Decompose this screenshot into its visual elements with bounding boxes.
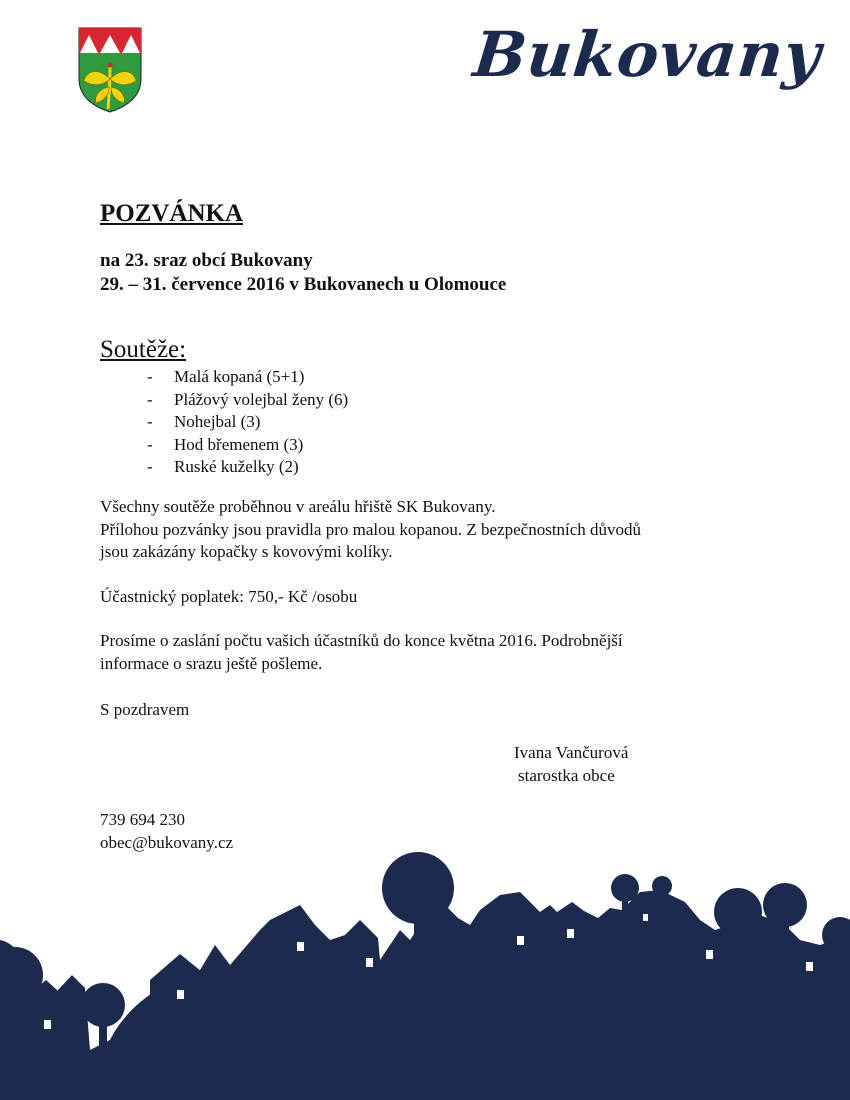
greeting: S pozdravem <box>100 700 190 719</box>
signature-name: Ivana Vančurová <box>514 743 629 762</box>
list-item: - Nohejbal (3) <box>147 411 348 434</box>
paragraph-line: jsou zakázány kopačky s kovovými kolíky. <box>100 542 393 561</box>
venue-rules-paragraph <box>100 496 800 564</box>
paragraph-line: informace o srazu ještě pošleme. <box>100 653 323 673</box>
list-item: - Malá kopaná (5+1) <box>147 366 348 389</box>
list-item: - Plážový volejbal ženy (6) <box>147 389 348 412</box>
list-item: - Hod břemenem (3) <box>147 434 348 457</box>
paragraph-line: Všechny soutěže proběhnou v areálu hřiště SK Bukovany. <box>100 497 496 516</box>
event-dates-location: 29. – 31. července 2016 v Bukovanech u Olomouce <box>100 274 507 295</box>
village-skyline-illustration <box>0 850 850 1100</box>
registration-paragraph <box>100 630 800 675</box>
fee-paragraph: Účastnický poplatek: 750,- Kč /osobu <box>100 587 358 606</box>
invitation-title: POZVÁNKA <box>100 200 244 227</box>
event-subtitle: na 23. sraz obcí Bukovany <box>100 250 313 271</box>
paragraph-line: Prosíme o zaslání počtu vašich účastníků do konce května 2016. Podrobnější <box>100 631 623 650</box>
competitions-list <box>147 366 348 479</box>
signature-role: starostka obce <box>518 766 615 785</box>
coat-of-arms-logo <box>78 27 142 113</box>
list-item: - Ruské kuželky (2) <box>147 456 348 479</box>
competitions-heading: Soutěže: <box>100 336 187 363</box>
contact-email: obec@bukovany.cz <box>100 833 234 852</box>
paragraph-line: Přílohou pozvánky jsou pravidla pro malou kopanou. Z bezpečnostních důvodů <box>100 519 642 539</box>
contact-phone: 739 694 230 <box>100 810 185 829</box>
brand-logotype: Bukovany <box>470 18 825 91</box>
